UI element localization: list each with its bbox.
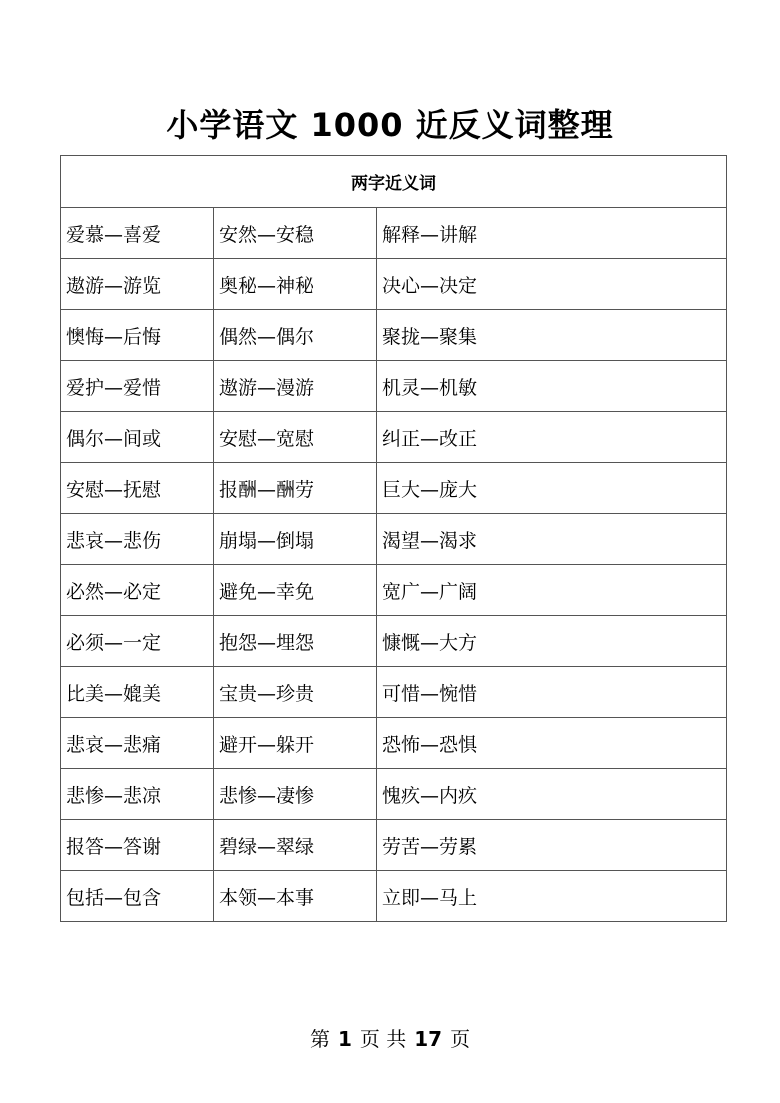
word-pair-cell: 巨大—庞大 bbox=[377, 463, 727, 514]
word-pair-cell: 聚拢—聚集 bbox=[377, 310, 727, 361]
word-pair-cell: 必然—必定 bbox=[61, 565, 214, 616]
table-section-header-row bbox=[61, 156, 727, 208]
word-pair-cell: 愧疚—内疚 bbox=[377, 769, 727, 820]
word-pair-cell: 安慰—抚慰 bbox=[61, 463, 214, 514]
word-pair-cell: 包括—包含 bbox=[61, 871, 214, 922]
word-pair-cell: 懊悔—后悔 bbox=[61, 310, 214, 361]
word-pair-cell: 悲哀—悲伤 bbox=[61, 514, 214, 565]
table-body bbox=[61, 208, 727, 922]
table-row bbox=[61, 667, 727, 718]
word-pair-cell: 慷慨—大方 bbox=[377, 616, 727, 667]
word-pair-cell: 避免—幸免 bbox=[214, 565, 377, 616]
word-pair-cell: 安慰—宽慰 bbox=[214, 412, 377, 463]
table-row bbox=[61, 565, 727, 616]
word-pair-cell: 劳苦—劳累 bbox=[377, 820, 727, 871]
word-pair-cell: 悲惨—凄惨 bbox=[214, 769, 377, 820]
word-pair-cell: 可惜—惋惜 bbox=[377, 667, 727, 718]
table-row bbox=[61, 361, 727, 412]
word-pair-cell: 悲惨—悲凉 bbox=[61, 769, 214, 820]
word-pair-cell: 报答—答谢 bbox=[61, 820, 214, 871]
word-pair-cell: 机灵—机敏 bbox=[377, 361, 727, 412]
footer-suffix: 页 bbox=[450, 1027, 471, 1051]
word-pair-cell: 安然—安稳 bbox=[214, 208, 377, 259]
table-row bbox=[61, 514, 727, 565]
word-pair-cell: 纠正—改正 bbox=[377, 412, 727, 463]
table-row bbox=[61, 718, 727, 769]
table-row bbox=[61, 463, 727, 514]
table-row bbox=[61, 208, 727, 259]
footer-middle: 页 共 bbox=[359, 1027, 407, 1051]
page-footer bbox=[0, 1024, 780, 1054]
word-pair-cell: 抱怨—埋怨 bbox=[214, 616, 377, 667]
table-row bbox=[61, 412, 727, 463]
word-pair-cell: 避开—躲开 bbox=[214, 718, 377, 769]
synonym-table bbox=[60, 155, 727, 922]
word-pair-cell: 解释—讲解 bbox=[377, 208, 727, 259]
word-pair-cell: 立即—马上 bbox=[377, 871, 727, 922]
word-pair-cell: 本领—本事 bbox=[214, 871, 377, 922]
table-row bbox=[61, 259, 727, 310]
word-pair-cell: 碧绿—翠绿 bbox=[214, 820, 377, 871]
table-row bbox=[61, 616, 727, 667]
table-row bbox=[61, 871, 727, 922]
word-pair-cell: 决心—决定 bbox=[377, 259, 727, 310]
word-pair-cell: 崩塌—倒塌 bbox=[214, 514, 377, 565]
footer-current-page: 1 bbox=[337, 1027, 352, 1051]
word-pair-cell: 恐怖—恐惧 bbox=[377, 718, 727, 769]
word-pair-cell: 爱慕—喜爱 bbox=[61, 208, 214, 259]
word-pair-cell: 遨游—游览 bbox=[61, 259, 214, 310]
word-pair-cell: 悲哀—悲痛 bbox=[61, 718, 214, 769]
word-pair-cell: 报酬—酬劳 bbox=[214, 463, 377, 514]
word-pair-cell: 比美—媲美 bbox=[61, 667, 214, 718]
word-pair-cell: 爱护—爱惜 bbox=[61, 361, 214, 412]
word-pair-cell: 偶尔—间或 bbox=[61, 412, 214, 463]
table-row bbox=[61, 310, 727, 361]
footer-total-pages: 17 bbox=[414, 1027, 443, 1051]
word-pair-cell: 渴望—渴求 bbox=[377, 514, 727, 565]
word-pair-cell: 遨游—漫游 bbox=[214, 361, 377, 412]
section-header: 两字近义词 bbox=[61, 156, 727, 208]
table-row bbox=[61, 820, 727, 871]
word-pair-cell: 宝贵—珍贵 bbox=[214, 667, 377, 718]
word-pair-cell: 偶然—偶尔 bbox=[214, 310, 377, 361]
footer-prefix: 第 bbox=[309, 1027, 330, 1051]
word-pair-cell: 奥秘—神秘 bbox=[214, 259, 377, 310]
table-row bbox=[61, 769, 727, 820]
word-pair-cell: 必须—一定 bbox=[61, 616, 214, 667]
word-pair-cell: 宽广—广阔 bbox=[377, 565, 727, 616]
document-title: 小学语文 1000 近反义词整理 bbox=[166, 106, 614, 144]
